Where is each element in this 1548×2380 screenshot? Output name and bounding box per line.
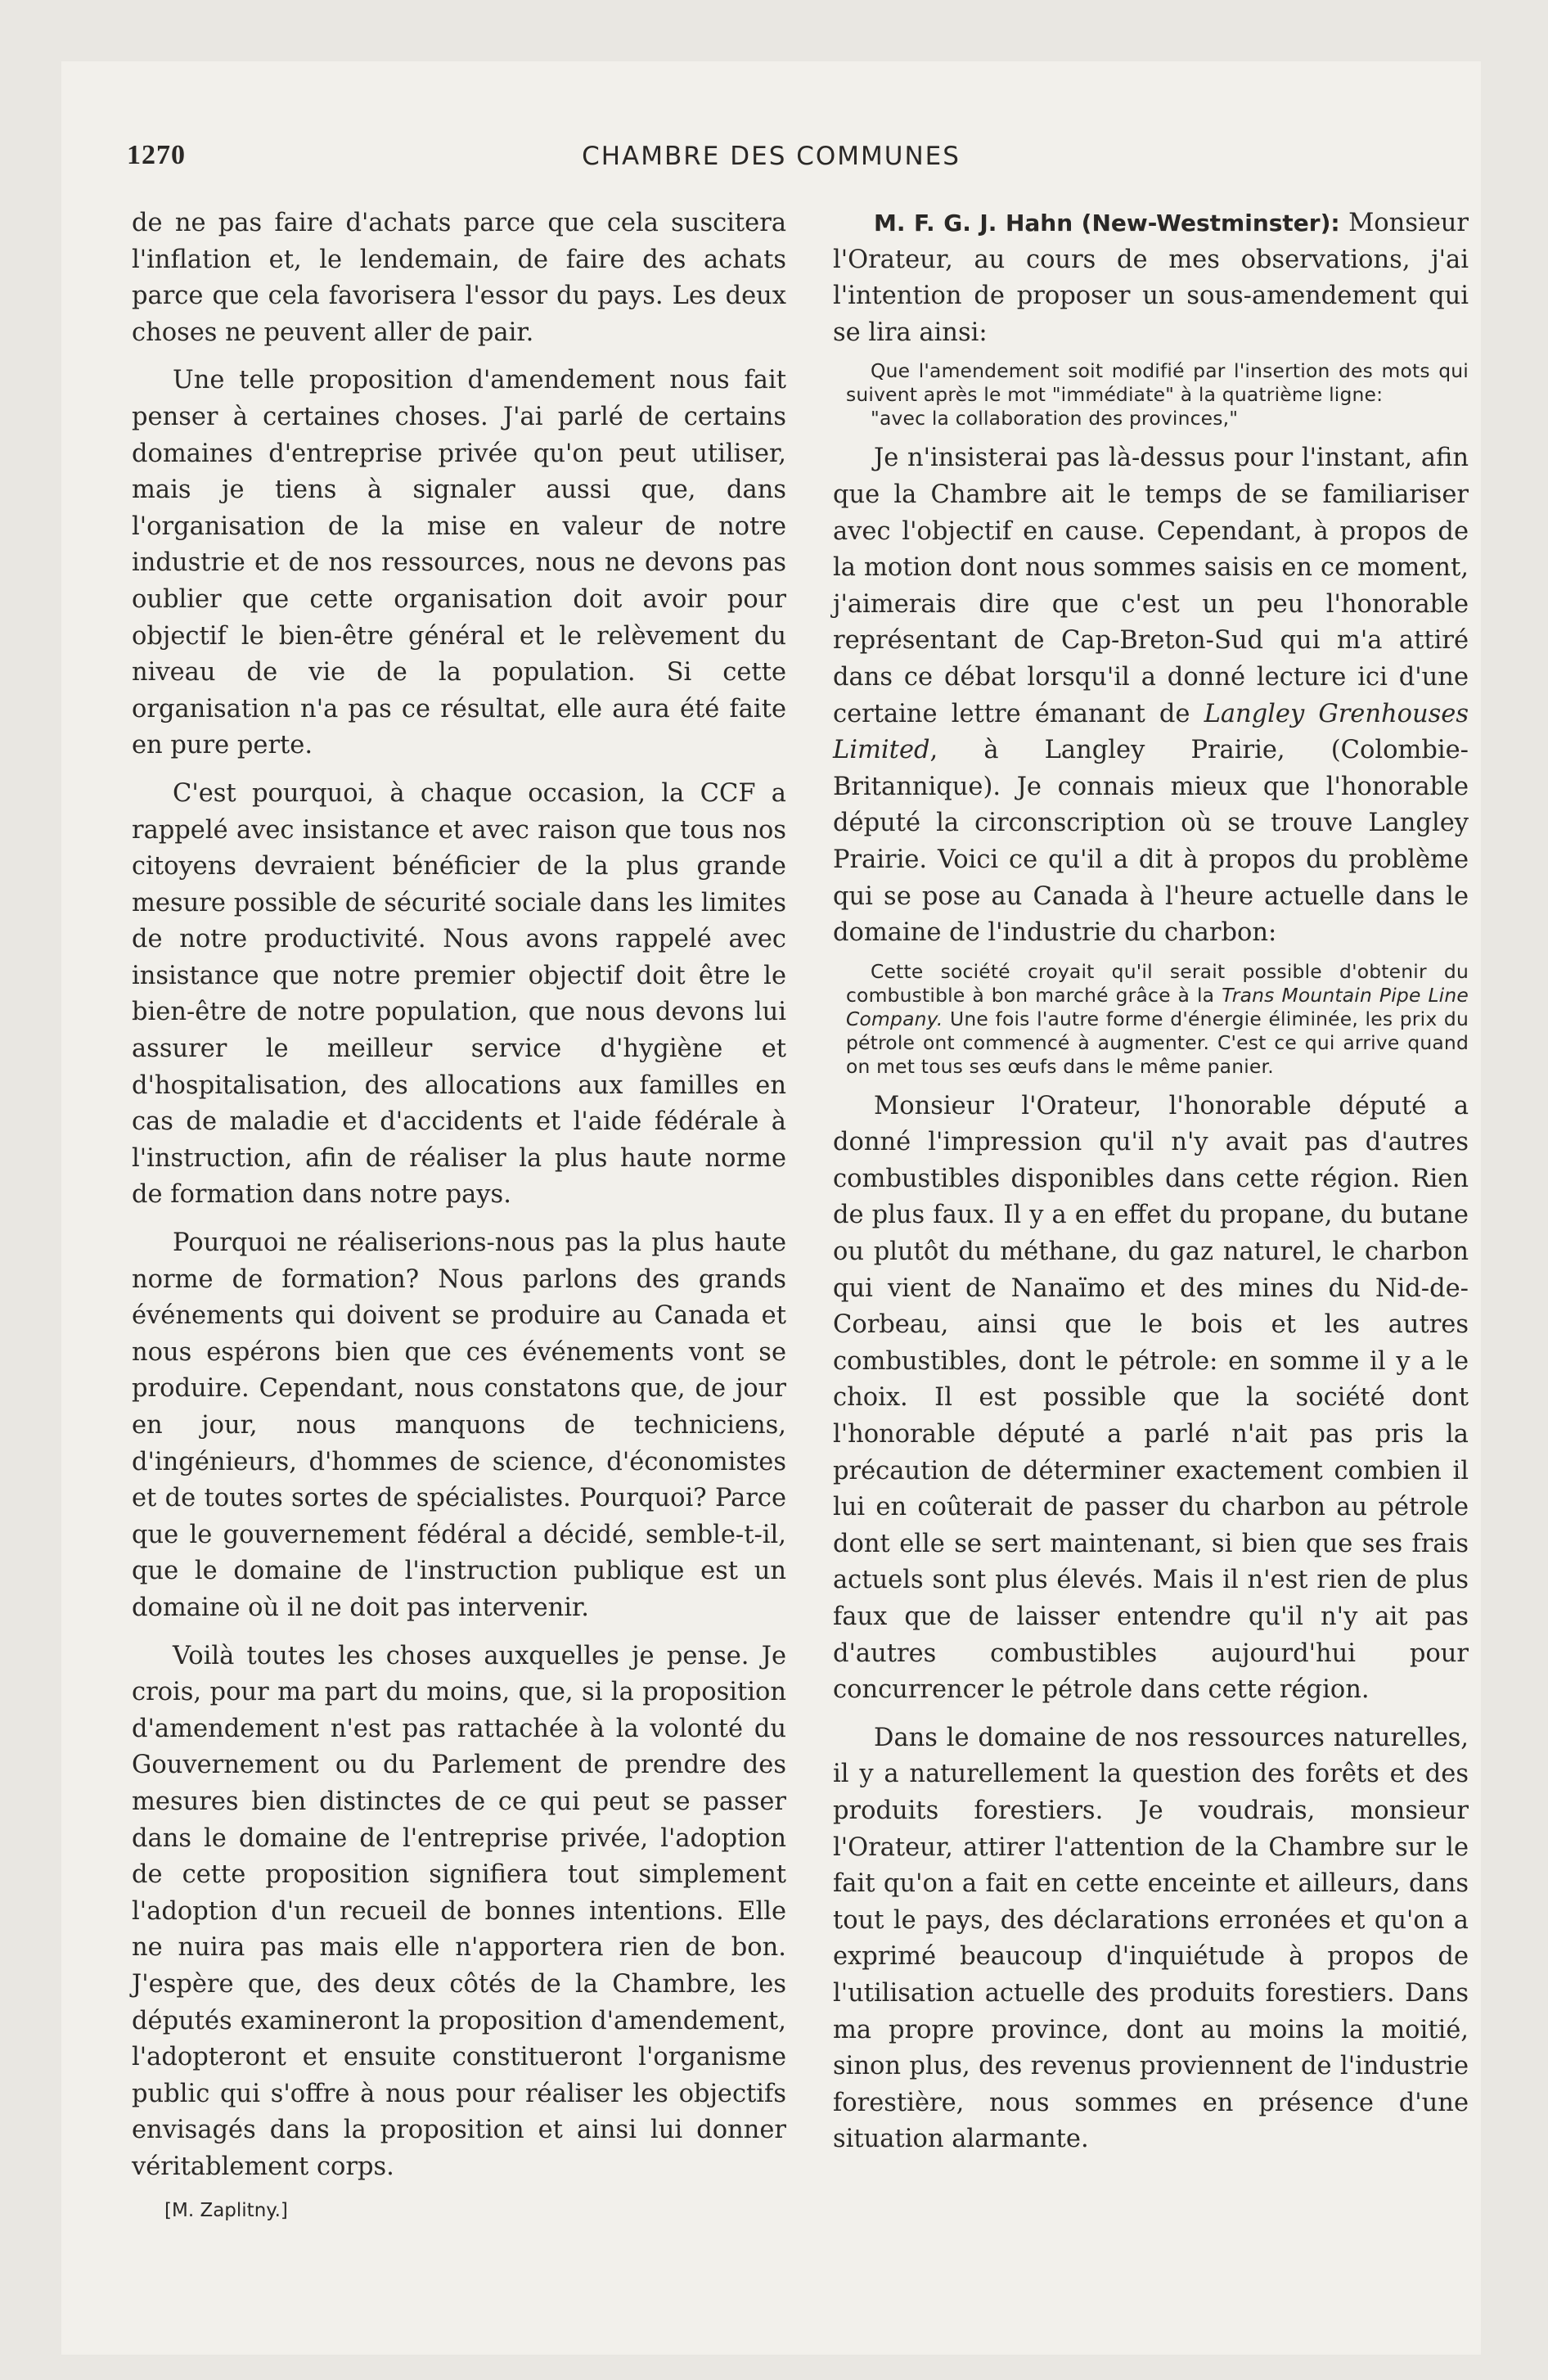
paragraph: C'est pourquoi, à chaque occasion, la CCF a rappelé avec insistance et avec raison que tous nos citoyens devraient bénéficier de la plus grande mesure possible de sécurité sociale dans les limites de notre productivité. Nous avons rappelé avec insistance que notre premier objectif doit être le bien-être de notre population, que nous devons lui assurer le meilleur service d'hygiène et d'hospitalisation, des allocations aux familles en cas de maladie et d'accidents et l'aide fédérale à l'instruction, afin de réaliser la plus haute norme de formation dans notre pays.	[132, 778, 786, 1210]
paragraph: Voilà toutes les choses auxquelles je pense. Je crois, pour ma part du moins, que, si la proposition d'amendement n'est pas rattachée à la volonté du Gouvernement ou du Parlement de prendre des mesures bien distinctes de ce qui peut se passer dans le domaine de l'entreprise privée, l'adoption de cette proposition signifiera tout simplement l'adoption d'un recueil de bonnes intentions. Elle ne nuira pas mais elle n'apportera rien de bon. J'espère que, des deux côtés de la Chambre, les députés examineront la proposition d'amendement, l'adopteront et ensuite constitueront l'organisme public qui s'offre à nous pour réaliser les objectifs envisagés dans la proposition et ainsi lui donner véritablement corps.	[132, 1641, 786, 2181]
amendment-quote	[833, 359, 1469, 430]
running-title: CHAMBRE DES COMMUNES	[582, 142, 961, 171]
document-page	[61, 61, 1481, 2355]
paragraph-text: , à Langley Prairie, (Colombie-Britannique). Je connais mieux que l'honorable député la circonscription où se trouve Langley Prairie. Voici ce qu'il a dit à propos du problème qui se pose au Canada à l'heure actuelle dans le domaine de l'industrie du charbon:	[833, 736, 1469, 948]
page-number: 1270	[127, 140, 186, 170]
paragraph	[833, 440, 1469, 951]
speaker-text: Monsieur l'Orateur, au cours de mes observations, j'ai l'intention de proposer un sous-amendement qui se lira ainsi:	[833, 209, 1469, 347]
company-name: Trans Mountain Pipe Line Company.	[846, 983, 1469, 1030]
paragraph: Dans le domaine de nos ressources naturelles, il y a naturellement la question des forêts et des produits forestiers. Je voudrais, monsieur l'Orateur, attirer l'attention de la Chambre sur le fait qu'on a fait en cette enceinte et ailleurs, dans tout le pays, des déclarations erronées et qu'on a exprimé beaucoup d'inquiétude à propos de l'utilisation actuelle des produits forestiers. Dans ma propre province, dont au moins la moitié, sinon plus, des revenus proviennent de l'industrie forestière, nous sommes en présence d'une situation alarmante.	[833, 1723, 1469, 2154]
letter-quote	[833, 960, 1469, 1079]
right-column	[833, 205, 1469, 2158]
speaker-signoff: [M. Zaplitny.]	[164, 2200, 288, 2222]
company-name: Langley Grenhouses Limited	[833, 699, 1469, 765]
quote-text: Cette société croyait qu'il serait possible d'obtenir du combustible à bon marché grâce à la	[846, 959, 1469, 1007]
paragraph: Monsieur l'Orateur, l'honorable député a donné l'impression qu'il n'y avait pas d'autres combustibles disponibles dans cette région. Rien de plus faux. Il y a en effet du propane, du butane ou plutôt du méthane, du gaz naturel, le charbon qui vient de Nanaïmo et des mines du Nid-de-Corbeau, ainsi que le bois et les autres combustibles, dont le pétrole: en somme il y a le choix. Il est possible que la société dont l'honorable député a parlé n'ait pas pris la précaution de déterminer exactement combien il lui en coûterait de passer du charbon au pétrole dont elle se sert maintenant, si bien que ses frais actuels sont plus élevés. Mais il n'est rien de plus faux que de laisser entendre qu'il n'y ait pas d'autres combustibles aujourd'hui pour concurrencer le pétrole dans cette région.	[833, 1091, 1469, 1705]
paragraph-text: Je n'insisterai pas là-dessus pour l'instant, afin que la Chambre ait le temps de se familiariser avec l'objectif en cause. Cependant, à propos de la motion dont nous sommes saisis en ce moment, j'aimerais dire que c'est un peu l'honorable représentant de Cap-Breton-Sud qui m'a attiré dans ce débat lorsqu'il a donné lecture ici d'une certaine lettre émanant de	[833, 444, 1469, 728]
speaker-name: M. F. G. J. Hahn (New-Westminster):	[874, 210, 1340, 237]
paragraph: Une telle proposition d'amendement nous fait penser à certaines choses. J'ai parlé de certains domaines d'entreprise privée qu'on peut utiliser, mais je tiens à signaler aussi que, dans l'organisation de la mise en valeur de notre industrie et de nos ressources, nous ne devons pas oublier que cette organisation doit avoir pour objectif le bien-être général et le relèvement du niveau de vie de la population. Si cette organisation n'a pas ce résultat, elle aura été faite en pure perte.	[132, 366, 786, 760]
left-column	[132, 205, 786, 2221]
paragraph: de ne pas faire d'achats parce que cela suscitera l'inflation et, le lendemain, de faire des achats parce que cela favorisera l'essor du pays. Les deux choses ne peuvent aller de pair.	[132, 209, 786, 347]
speaker-paragraph	[833, 205, 1469, 351]
paragraph: Pourquoi ne réaliserions-nous pas la plus haute norme de formation? Nous parlons des grands événements qui doivent se produire au Canada et nous espérons bien que ces événements vont se produire. Cependant, nous constatons que, de jour en jour, nous manquons de techniciens, d'ingénieurs, d'hommes de science, d'économistes et de toutes sortes de spécialistes. Pourquoi? Parce que le gouvernement fédéral a décidé, semble-t-il, que le domaine de l'instruction publique est un domaine où il ne doit pas intervenir.	[132, 1228, 786, 1622]
quote-line: Que l'amendement soit modifié par l'insertion des mots qui suivent après le mot "immédiate" à la quatrième ligne:	[846, 359, 1469, 407]
page-header	[61, 140, 1481, 173]
quote-text: Une fois l'autre forme d'énergie éliminée, les prix du pétrole ont commencé à augmenter. C'est ce qui arrive quand on met tous ses œufs dans le même panier.	[846, 1007, 1469, 1078]
quote-line: "avec la collaboration des provinces,"	[871, 407, 1239, 430]
quote-line	[846, 960, 1469, 1079]
